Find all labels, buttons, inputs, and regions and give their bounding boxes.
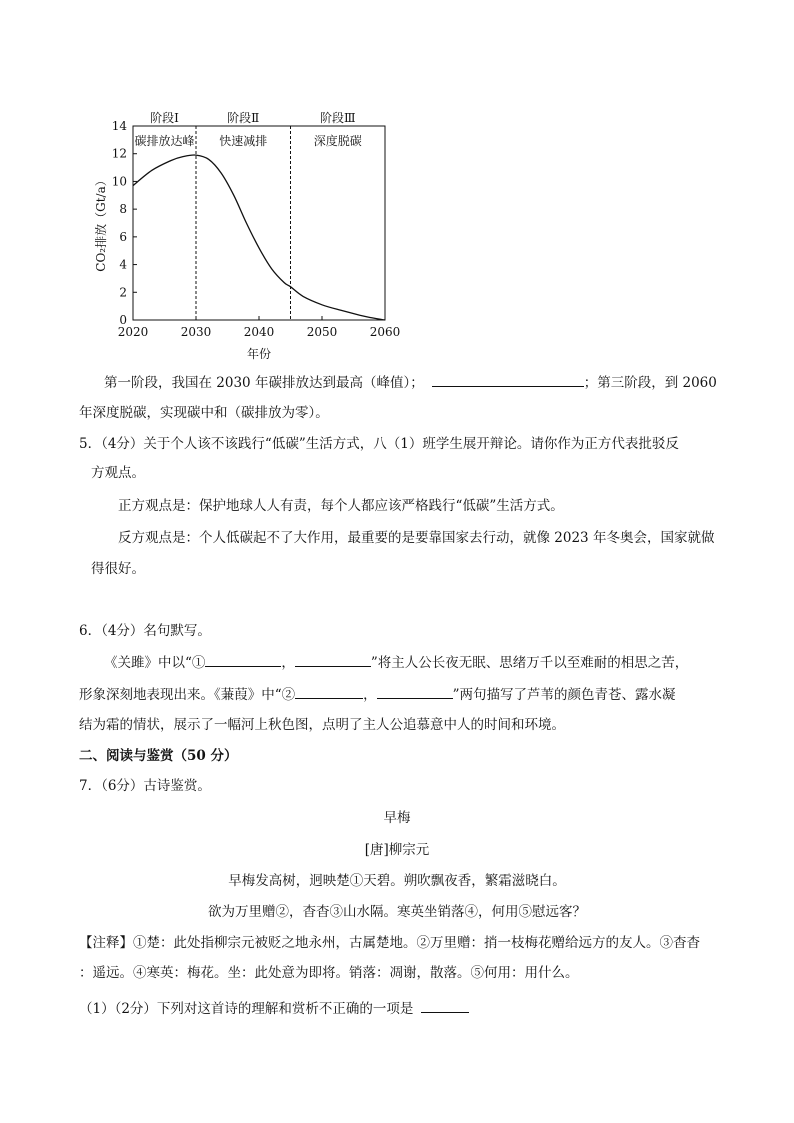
- stage-paragraph-line1: [104, 372, 717, 393]
- x-tick-label: 2060: [369, 325, 401, 339]
- answer-blank-q6-1a[interactable]: [205, 652, 281, 667]
- chart-svg: [95, 110, 415, 370]
- q6-l2-text: 形象深刻地表现出来。《蒹葭》中“②: [79, 687, 296, 703]
- co2-emission-chart: [95, 110, 415, 370]
- stage-header: 阶段Ⅰ: [150, 111, 179, 125]
- stage-text-b: ；第三阶段，到 2060: [583, 375, 717, 391]
- poem-line-2: 欲为万里赠②，杳杳③山水隔。寒英坐销落④，何用⑤慰远客？: [208, 904, 586, 920]
- q7-1-text: （1）（2分）下列对这首诗的理解和赏析不正确的一项是: [79, 1001, 414, 1017]
- stage-header: 阶段Ⅱ: [227, 111, 260, 125]
- stage-header: 阶段Ⅲ: [319, 111, 356, 125]
- q6-comma-1: ，: [281, 655, 295, 671]
- stage-paragraph-line2: 年深度脱碳，实现碳中和（碳排放为零）。: [79, 405, 329, 421]
- poem-notes: 【注释】①楚：此处指柳宗元被贬之地永州，古属楚地。②万里赠：捎一枝梅花赠给远方的友人。③杳杳: [79, 935, 700, 951]
- y-tick-label: 2: [119, 285, 127, 300]
- q6-l2-text-b: ”两句描写了芦苇的颜色青苍、露水凝: [452, 687, 676, 703]
- poem-author: [唐]柳宗元: [364, 842, 430, 858]
- y-tick-label: 4: [119, 257, 127, 272]
- x-tick-label: 2030: [180, 325, 212, 339]
- question-7-1: [79, 998, 469, 1019]
- y-tick-label: 10: [111, 174, 127, 189]
- y-tick-label: 0: [119, 313, 127, 327]
- x-tick-label: 2040: [243, 325, 275, 339]
- answer-blank-q6-2b[interactable]: [377, 684, 453, 699]
- pro-viewpoint: 正方观点是：保护地球人人有责，每个人都应该严格践行“低碳”生活方式。: [118, 498, 564, 514]
- section-2-heading: 二、阅读与鉴赏（50 分）: [79, 748, 238, 764]
- plot-frame: [133, 126, 385, 320]
- question-5-prompt-cont: 方观点。: [91, 465, 145, 481]
- con-viewpoint: 反方观点是：个人低碳起不了大作用，最重要的是要靠国家去行动，就像 2023 年冬奥会，国家就做: [118, 530, 715, 546]
- x-tick-label: 2050: [306, 325, 338, 339]
- question-6-line3: 结为霜的情状，展示了一幅河上秋色图，点明了主人公追慕意中人的时间和环境。: [79, 717, 565, 733]
- x-axis-label: 年份: [246, 347, 272, 361]
- poem-line-1: 早梅发高树，迥映楚①天碧。朔吹飘夜香，繁霜滋晓白。: [228, 873, 566, 889]
- co2-emission-curve: [133, 155, 385, 320]
- y-axis-label: CO₂排放（Gt/a）: [95, 174, 108, 272]
- q6-l1-text-b: ”将主人公长夜无眠、思绪万千以至难耐的相思之苦，: [370, 655, 689, 671]
- poem-title: 早梅: [383, 810, 411, 826]
- y-tick-label: 8: [119, 202, 127, 217]
- q6-comma-2: ，: [363, 687, 377, 703]
- poem-notes-cont: ：遥远。④寒英：梅花。坐：此处意为即将。销落：凋谢，散落。⑤何用：用什么。: [79, 965, 579, 981]
- con-viewpoint-cont: 得很好。: [91, 561, 145, 577]
- question-6-line1: [104, 652, 688, 673]
- x-tick-label: 2020: [117, 325, 149, 339]
- y-tick-label: 14: [111, 119, 127, 133]
- stage-text-a: 第一阶段，我国在 2030 年碳排放达到最高（峰值）；: [104, 375, 424, 391]
- question-7-title: 7．（6分）古诗鉴赏。: [79, 778, 211, 794]
- answer-blank-stage2[interactable]: [432, 372, 584, 387]
- question-6-title: 6．（4分）名句默写。: [79, 623, 211, 639]
- answer-blank-q6-1b[interactable]: [295, 652, 371, 667]
- stage-label: 碳排放达峰: [134, 134, 195, 148]
- q6-l1-text: 《关雎》中以“①: [104, 655, 206, 671]
- answer-blank-q6-2a[interactable]: [295, 684, 363, 699]
- stage-label: 深度脱碳: [313, 134, 362, 148]
- y-tick-label: 12: [111, 146, 127, 161]
- answer-blank-q7-1[interactable]: [421, 998, 469, 1013]
- question-6-line2: [79, 684, 676, 705]
- y-tick-label: 6: [119, 229, 127, 244]
- question-5-prompt: 5．（4分）关于个人该不该践行“低碳”生活方式，八（1）班学生展开辩论。请你作为正方代表批驳反: [79, 436, 679, 452]
- stage-label: 快速减排: [219, 134, 268, 148]
